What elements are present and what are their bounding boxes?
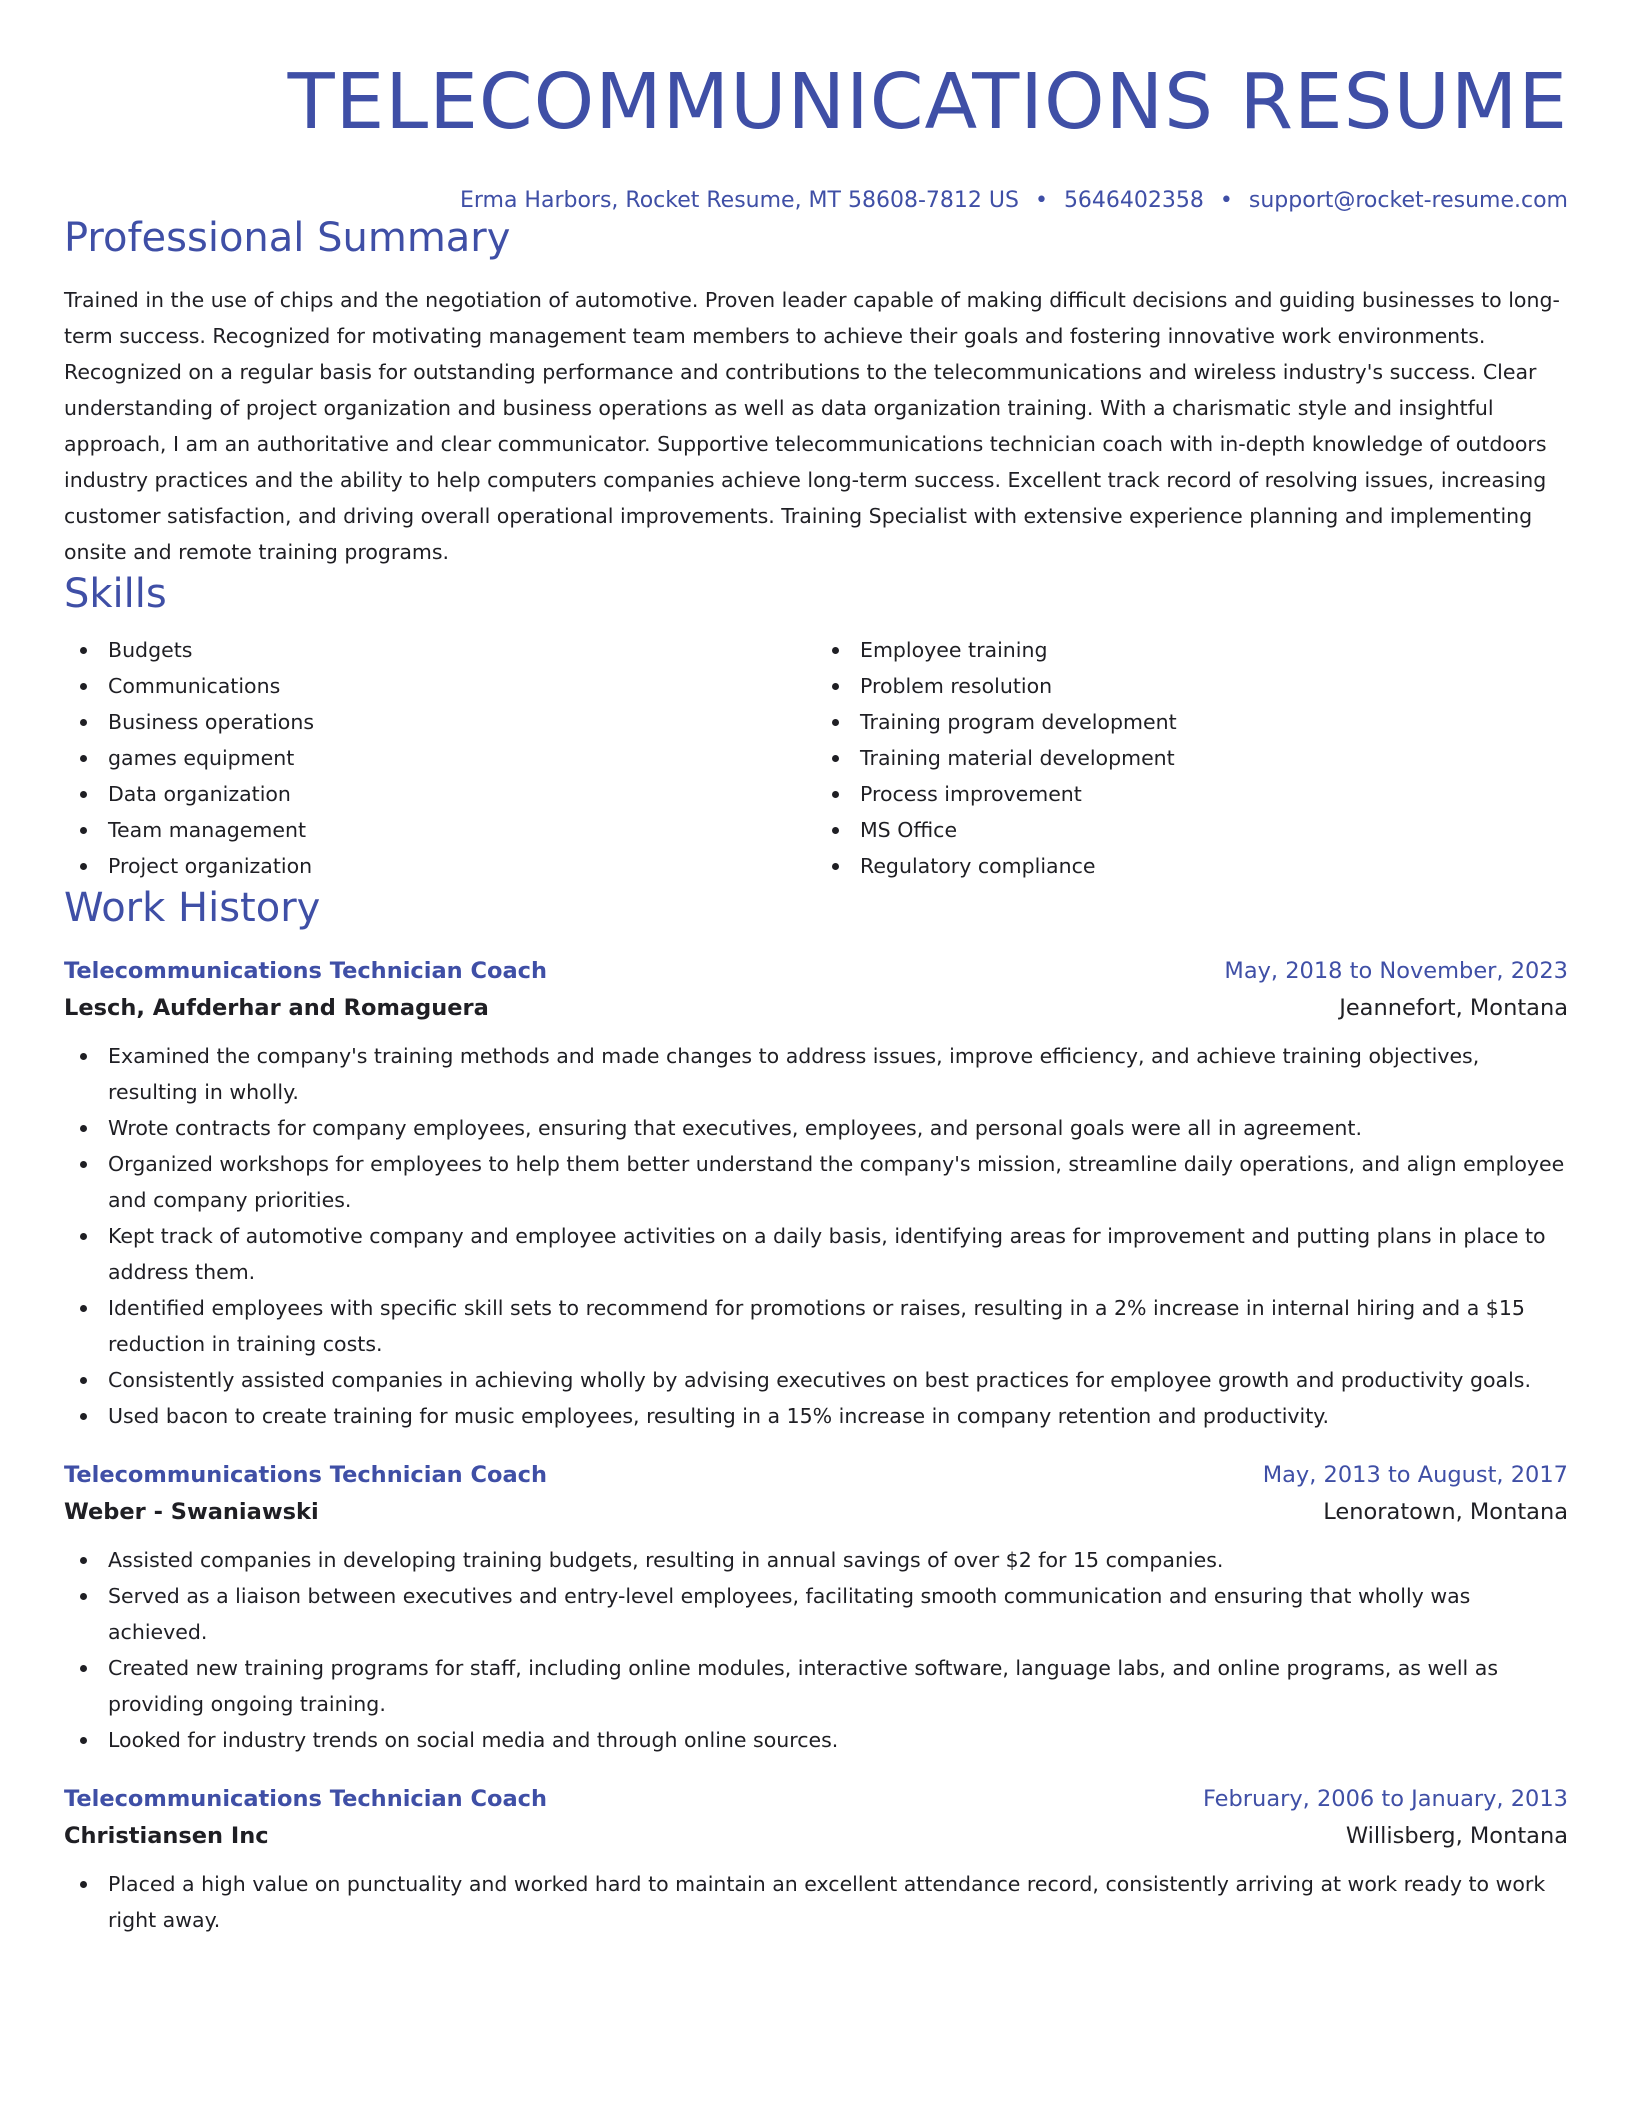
job-location: Willisberg, Montana: [1345, 1823, 1568, 1849]
skills-list: [64, 632, 1568, 884]
contact-separator: •: [1034, 188, 1048, 213]
skill-item: Training program development: [860, 704, 1568, 740]
contact-address: Erma Harbors, Rocket Resume, MT 58608-7812 US: [459, 188, 1019, 213]
job-subheader: [64, 988, 1568, 1028]
job-title: Telecommunications Technician Coach: [64, 958, 548, 984]
contact-line: [64, 188, 1568, 214]
job-bullet: Kept track of automotive company and employee activities on a daily basis, identifying areas for improvement and putting plans in place to address them.: [108, 1218, 1568, 1290]
job-bullet: Organized workshops for employees to help them better understand the company's mission, streamline daily operations, and align employee and company priorities.: [108, 1146, 1568, 1218]
job-dates: May, 2013 to August, 2017: [1262, 1462, 1568, 1488]
job-subheader: [64, 1492, 1568, 1532]
job-bullets: [64, 1542, 1568, 1758]
contact-separator: •: [1219, 188, 1233, 213]
work-history-heading: Work History: [64, 885, 321, 931]
job-title: Telecommunications Technician Coach: [64, 1462, 548, 1488]
job-bullet: Created new training programs for staff, including online modules, interactive software, language labs, and online programs, as well as providing ongoing training.: [108, 1650, 1568, 1722]
job-bullet: Consistently assisted companies in achieving wholly by advising executives on best practices for employee growth and productivity goals.: [108, 1362, 1568, 1398]
job-entry: [64, 1782, 1568, 1938]
job-location: Jeannefort, Montana: [1339, 995, 1568, 1021]
skill-item: Business operations: [108, 704, 816, 740]
job-entry: [64, 1458, 1568, 1758]
job-bullet: Used bacon to create training for music employees, resulting in a 15% increase in company retention and productivity.: [108, 1398, 1568, 1434]
job-bullet: Identified employees with specific skill sets to recommend for promotions or raises, resulting in a 2% increase in internal hiring and a $15 reduction in training costs.: [108, 1290, 1568, 1362]
skill-item: Team management: [108, 812, 816, 848]
job-bullet: Wrote contracts for company employees, ensuring that executives, employees, and personal goals were all in agreement.: [108, 1110, 1568, 1146]
summary-text: Trained in the use of chips and the negotiation of automotive. Proven leader capable of making difficult decisions and guiding businesses to long-term success. Recognized for motivating management team members to achieve their goals and fostering innovative work environments. Recognized on a regular basis for outstanding performance and contributions to the telecommunications and wireless industry's success. Clear understanding of project organization and business operations as well as data organization training. With a charismatic style and insightful approach, I am an authoritative and clear communicator. Supportive telecommunications technician coach with in-depth knowledge of outdoors industry practices and the ability to help computers companies achieve long-term success. Excellent track record of resolving issues, increasing customer satisfaction, and driving overall operational improvements. Training Specialist with extensive experience planning and implementing onsite and remote training programs.: [64, 288, 1560, 564]
skills-heading: Skills: [64, 571, 167, 617]
job-header: [64, 1458, 1568, 1492]
skill-item: Project organization: [108, 848, 816, 884]
job-location: Lenoratown, Montana: [1323, 1499, 1568, 1525]
job-bullet: Served as a liaison between executives and entry-level employees, facilitating smooth communication and ensuring that wholly was achieved.: [108, 1578, 1568, 1650]
skill-item: Problem resolution: [860, 668, 1568, 704]
contact-email[interactable]: support@rocket-resume.com: [1248, 188, 1568, 213]
job-bullets: [64, 1866, 1568, 1938]
job-title: Telecommunications Technician Coach: [64, 1786, 548, 1812]
job-header: [64, 1782, 1568, 1816]
job-bullet: Examined the company's training methods and made changes to address issues, improve efficiency, and achieve training objectives, resulting in wholly.: [108, 1038, 1568, 1110]
job-bullet: Placed a high value on punctuality and worked hard to maintain an excellent attendance record, consistently arriving at work ready to work right away.: [108, 1866, 1568, 1938]
skill-item: MS Office: [860, 812, 1568, 848]
job-subheader: [64, 1816, 1568, 1856]
skill-item: Budgets: [108, 632, 816, 668]
job-bullet: Assisted companies in developing training budgets, resulting in annual savings of over $2 for 15 companies.: [108, 1542, 1568, 1578]
skill-item: games equipment: [108, 740, 816, 776]
job-company: Lesch, Aufderhar and Romaguera: [64, 995, 489, 1021]
skill-item: Regulatory compliance: [860, 848, 1568, 884]
skill-item: Employee training: [860, 632, 1568, 668]
job-entry: [64, 954, 1568, 1434]
contact-phone[interactable]: 5646402358: [1063, 188, 1204, 213]
skill-item: Communications: [108, 668, 816, 704]
skill-item: Training material development: [860, 740, 1568, 776]
job-header: [64, 954, 1568, 988]
job-dates: May, 2018 to November, 2023: [1224, 958, 1568, 984]
job-company: Weber - Swaniawski: [64, 1499, 319, 1525]
skill-item: Process improvement: [860, 776, 1568, 812]
job-bullet: Looked for industry trends on social media and through online sources.: [108, 1722, 1568, 1758]
resume-title: TELECOMMUNICATIONS RESUME: [287, 58, 1568, 147]
skills-column-right: [816, 632, 1568, 884]
job-dates: February, 2006 to January, 2013: [1202, 1786, 1568, 1812]
summary-heading: Professional Summary: [64, 215, 511, 261]
skills-column-left: [64, 632, 816, 884]
job-company: Christiansen Inc: [64, 1823, 269, 1849]
job-bullets: [64, 1038, 1568, 1434]
skill-item: Data organization: [108, 776, 816, 812]
